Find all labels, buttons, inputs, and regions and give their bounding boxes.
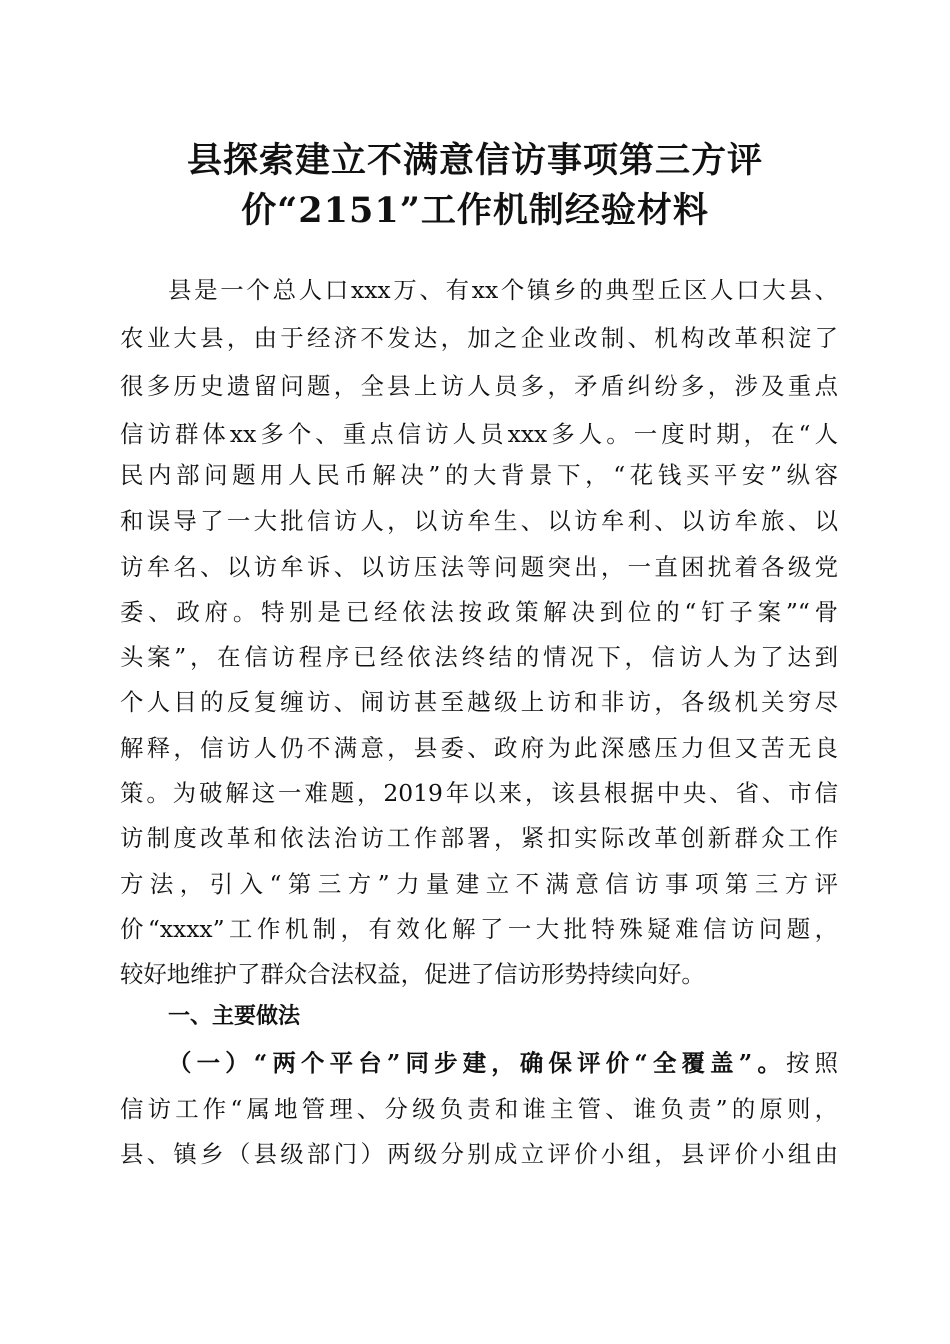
- sub-section-title: （一）“两个平台”同步建，确保评价“全覆盖”。: [168, 1049, 786, 1077]
- sub-section-lead-rest: 按照: [786, 1049, 838, 1077]
- intro-paragraph-line: 解释，信访人仍不满意，县委、政府为此深感压力但又苦无良: [120, 734, 838, 762]
- intro-paragraph-line: 信访群体xx多个、重点信访人员xxx多人。一度时期，在“人: [120, 420, 838, 448]
- intro-paragraph-line: 很多历史遗留问题，全县上访人员多，矛盾纠纷多，涉及重点: [120, 372, 838, 400]
- section-heading: 一、主要做法: [168, 1004, 301, 1029]
- intro-paragraph-line: 头案”，在信访程序已经依法终结的情况下，信访人为了达到: [120, 643, 838, 671]
- intro-paragraph-line: 访制度改革和依法治访工作部署，紧扣实际改革创新群众工作: [120, 824, 838, 852]
- intro-paragraph-line: 访牟名、以访牟诉、以访压法等问题突出，一直困扰着各级党: [120, 553, 838, 581]
- intro-paragraph-line: 价“xxxx”工作机制，有效化解了一大批特殊疑难信访问题，: [120, 915, 838, 943]
- sub-section-lead-line: [168, 1043, 838, 1083]
- intro-paragraph-line: 个人目的反复缠访、闹访甚至越级上访和非访，各级机关穷尽: [120, 688, 838, 716]
- intro-paragraph-line: 和误导了一大批信访人，以访牟生、以访牟利、以访牟旅、以: [120, 507, 838, 535]
- intro-paragraph-line: 策。为破解这一难题，2019年以来，该县根据中央、省、市信: [120, 779, 838, 807]
- intro-paragraph-line: 委、政府。特别是已经依法按政策解决到位的“钉子案”“骨: [120, 598, 838, 626]
- intro-paragraph-line: 县是一个总人口xxx万、有xx个镇乡的典型丘区人口大县、: [168, 276, 838, 304]
- document-title-line-2: 价“2151”工作机制经验材料: [241, 190, 709, 231]
- sub-section-line: 信访工作“属地管理、分级负责和谁主管、谁负责”的原则，: [120, 1095, 838, 1123]
- intro-paragraph-line: 方法，引入“第三方”力量建立不满意信访事项第三方评: [120, 870, 838, 898]
- intro-paragraph-line: 较好地维护了群众合法权益，促进了信访形势持续向好。: [120, 960, 705, 988]
- intro-paragraph-line: 民内部问题用人民币解决”的大背景下，“花钱买平安”纵容: [120, 461, 838, 489]
- intro-paragraph-line: 农业大县，由于经济不发达，加之企业改制、机构改革积淀了: [120, 324, 838, 352]
- sub-section-line: 县、镇乡（县级部门）两级分别成立评价小组，县评价小组由: [120, 1140, 838, 1168]
- document-title-line-1: 县探索建立不满意信访事项第三方评: [186, 140, 763, 181]
